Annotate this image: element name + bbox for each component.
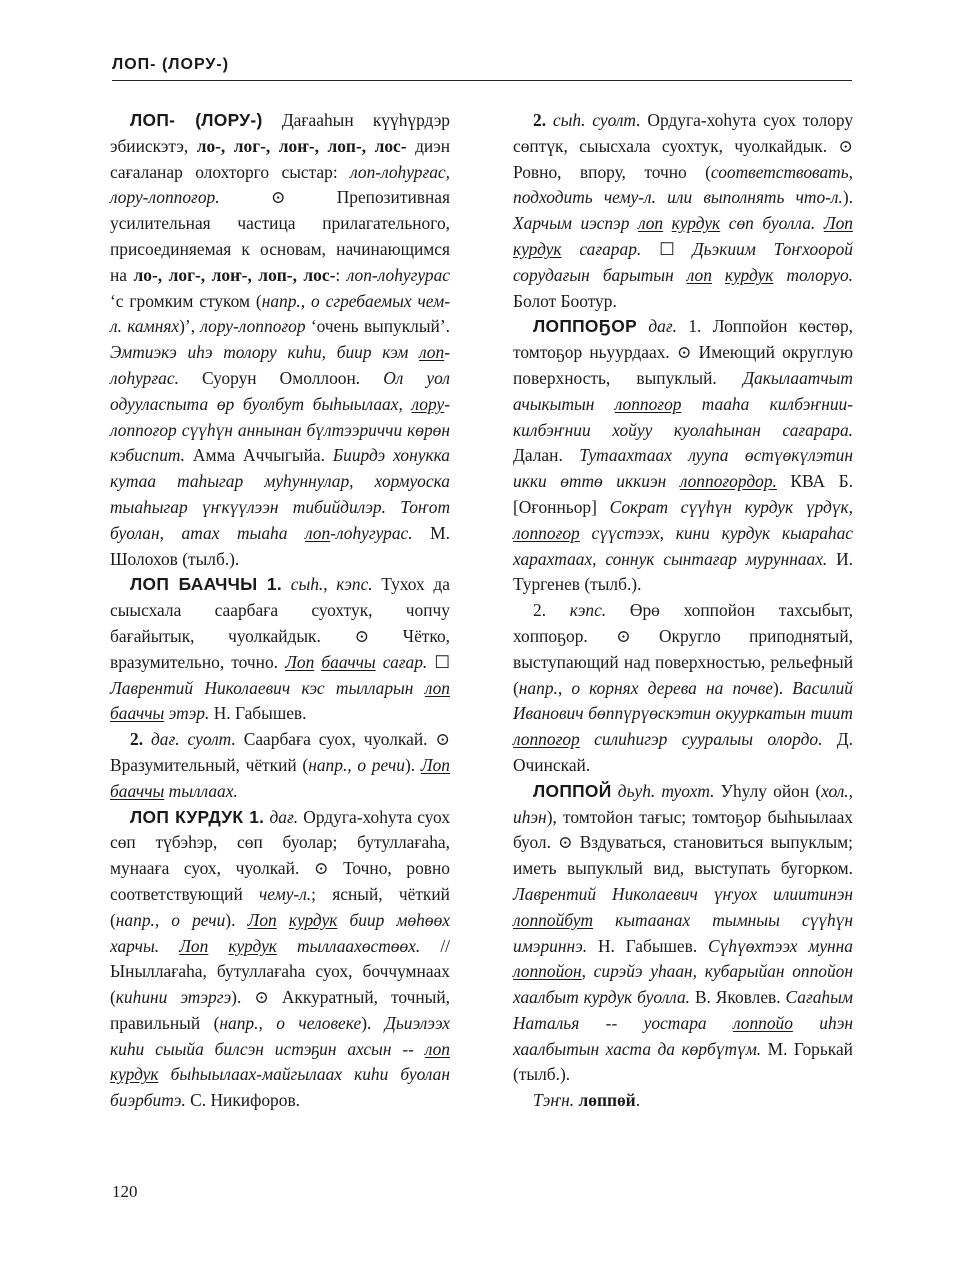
text-run: ), томтойон тағыс; томтоҕор быһыылаах буол. ⊙ Вздуваться, становиться выпуклым; иметь выпуклый вид, выступать бугорком. xyxy=(513,806,853,879)
text-run: Дьиэлээх киһи сыыйа билсэн истэҕин ахсын -- xyxy=(110,1012,450,1059)
text-run: И. Тургенев (тылб.). xyxy=(513,548,853,595)
underlined-term: лоппоғор xyxy=(513,729,580,750)
text-run: Дьэкиим Тоҥхоорой сорудағын барытын xyxy=(513,238,853,285)
text-run xyxy=(208,936,228,956)
text-run xyxy=(277,910,289,930)
entry-lop-baachchy xyxy=(110,572,450,727)
headword: ЛОП- (ЛОРУ-) xyxy=(130,110,263,130)
text-run: ). ⊙ Аккуратный, точный, правильный ( xyxy=(110,987,450,1033)
text-run xyxy=(546,110,553,130)
text-run xyxy=(637,316,648,336)
text-run: -лоһурғас. xyxy=(110,342,450,388)
underlined-term: лоппойо xyxy=(732,1012,793,1033)
text-run: сағарар. xyxy=(561,238,642,259)
text-run: Болот Боотур. xyxy=(513,290,617,311)
text-run: дьуһ. туохт. xyxy=(617,780,715,801)
text-run: ⊙ Препозитивная усилительная частица прилагательного, присоединяемая к основам, начинающимся на xyxy=(110,187,450,285)
text-run xyxy=(663,213,672,233)
underlined-term: лоппоғор xyxy=(513,522,580,543)
text-run: В. Яковлев. xyxy=(690,987,786,1008)
text-run: 2. xyxy=(533,110,547,130)
headword: ЛОППОЙ xyxy=(533,780,612,801)
text-run: Лаврентий Николаевич кэс тылларын xyxy=(110,677,425,698)
text-run: этэр. xyxy=(164,703,210,724)
text-run: хол., иһэн xyxy=(513,780,853,827)
text-run: напр., о речи xyxy=(115,909,226,930)
underlined-term: бааччы xyxy=(110,780,165,801)
text-run xyxy=(712,265,725,285)
underlined-term: лоппойон xyxy=(513,961,582,982)
text-run: лөппөй xyxy=(578,1090,636,1111)
text-run: С. Никифоров. xyxy=(185,1090,301,1111)
text-run: Сократ сүүһүн курдук үрдүк, xyxy=(609,496,853,517)
underlined-term: лоп xyxy=(686,264,712,285)
text-run: ☐ xyxy=(427,651,450,672)
text-run: лоп-лоһугурас xyxy=(346,264,450,285)
underlined-term: лоп xyxy=(424,677,450,698)
text-run: Д. Очинскай. xyxy=(513,729,853,775)
text-run: Уһулу ойон ( xyxy=(714,780,822,801)
text-run: ‘очень выпуклый’. xyxy=(305,316,450,337)
text-run: Ордуга-хоһута суох толору сөптүк, сыысхала суохтук, чуолкайдык. ⊙ Ровно, впору, точно ( xyxy=(513,110,854,182)
text-run: кэпс. xyxy=(569,600,607,621)
text-run: )’, xyxy=(179,316,201,337)
headword: ЛОП КУРДУК 1. xyxy=(130,806,265,827)
text-run: Биирдэ хонукка кутаа таһыгар муһуннулар, хормуоска тыаһыгар үҥкүүлээн тибийдилэр. Тоҥот буолан, атах тыаһа xyxy=(110,445,451,543)
text-run: Харчым иэспэр xyxy=(513,213,638,234)
text-run: лоп-лоһурғас, лору-лоппоғор. xyxy=(110,161,450,208)
text-run: силиһигэр сууралыы олордо. xyxy=(579,729,823,750)
text-run: ; ясный, чёткий ( xyxy=(110,883,450,930)
text-run: тыллаах. xyxy=(164,780,238,801)
text-run: Василий Иванович бөппүрүөскэтин окууркатын тиит xyxy=(513,677,853,724)
underlined-term: курдук xyxy=(671,213,721,234)
text-run: дағ. xyxy=(269,806,299,827)
text-run: Саарбаға суох, чуолкай. ⊙ Вразумительный, чёткий ( xyxy=(110,729,450,775)
underlined-term: курдук xyxy=(724,264,774,285)
text-run: ). xyxy=(773,677,793,698)
underlined-term: лоп xyxy=(424,1038,450,1059)
text-run: М. Горькай (тылб.). xyxy=(513,1038,853,1085)
text-run: Дағааһын күүһүрдэр эбиискэтэ, xyxy=(110,110,450,156)
underlined-term: Лоп xyxy=(285,651,315,672)
text-run: ). xyxy=(361,1012,385,1033)
text-run: КВА Б. [Оғонньор] xyxy=(513,471,853,517)
text-run: . xyxy=(635,1090,641,1111)
text-run: Тутаахтаах луупа өстүөкүлэтин икки өттө иккиэн xyxy=(513,445,853,492)
entry-lop-loru xyxy=(110,108,450,572)
underlined-term: Лоп xyxy=(179,935,209,956)
text-run: биир мөһөөх харчы. xyxy=(110,909,450,956)
text-run: Дакылаатчыт ачыкытын xyxy=(513,367,853,414)
text-run: , сирэйэ уһаан, кубарыйан оппойон хаалбыт курдук буолла. xyxy=(513,961,853,1008)
text-run: Н. Габышев. xyxy=(209,703,307,724)
text-run: ). xyxy=(404,754,421,775)
text-run: лору-лоппоғор xyxy=(200,316,306,337)
text-run: иһэн хаалбытын хаста да көрбүтүм. xyxy=(513,1012,853,1059)
running-header xyxy=(112,56,852,81)
right-column xyxy=(513,108,853,1114)
text-run: ло-, лог-, лоҥ-, лоп-, лос- xyxy=(133,264,336,285)
running-head-title: ЛОП- (ЛОРУ-) xyxy=(112,56,230,73)
entry-loppoi xyxy=(513,779,853,1089)
page-number: 120 xyxy=(112,1182,138,1201)
text-run: Н. Габышев. xyxy=(587,935,709,956)
text-run: сүүстээх, кини курдук кыараһас харахтаах, соннук сынтағар муруннаах. xyxy=(513,522,853,569)
underlined-term: лоппоғордор. xyxy=(679,471,777,492)
underlined-term: лоппойбут xyxy=(513,909,594,930)
text-run: 2. xyxy=(533,600,570,621)
text-run: : xyxy=(335,264,347,285)
text-run: Далан. xyxy=(513,445,580,466)
underlined-term: курдук xyxy=(513,238,562,259)
text-run: // Ыныллағаһа, бутуллағаһа суох, боччумнаах ( xyxy=(110,935,451,1008)
underlined-term: курдук xyxy=(228,935,277,956)
text-run: Амма Аччыгыйа. xyxy=(185,445,333,466)
text-run: толоруо. xyxy=(773,264,853,285)
text-run: тыллаахөстөөх. xyxy=(276,935,421,956)
underlined-term: курдук xyxy=(110,1064,159,1085)
text-run: быһыылаах-майгылаах киһи буолан биэрбитэ. xyxy=(110,1064,450,1111)
entry-lop-baachchy-sense-2 xyxy=(110,727,450,804)
text-run: Сағаһым Наталья -- уостара xyxy=(513,987,853,1033)
text-run: сөп буолла. xyxy=(720,213,824,234)
underlined-term: лоппоғор xyxy=(614,393,682,414)
left-column xyxy=(110,108,450,1114)
text-run: киһини этэргэ xyxy=(115,987,232,1008)
text-run: Суорун Омоллоон. xyxy=(178,367,384,388)
text-run: 2. xyxy=(130,729,144,750)
text-run: -лоһугурас. xyxy=(330,522,413,543)
text-run: напр., о корнях дерева на почве xyxy=(518,677,773,698)
underlined-term: бааччы xyxy=(321,651,376,672)
text-run: М. Шолохов (тылб.). xyxy=(110,522,450,569)
text-run: напр., о человеке xyxy=(219,1012,362,1033)
text-run: Ордуга-хоһута суох сөп түбэһэр, сөп буолар; бутуллағаһа, мунааға суох, чуолкай. ⊙ Точно, ровно соответствующий xyxy=(110,806,451,904)
underlined-term: бааччы xyxy=(110,703,165,724)
underlined-term: лоп xyxy=(419,342,445,363)
text-run: кытаанах тымныы сүүһүн имэриннэ. xyxy=(513,909,853,956)
text-run: Тэҥн. xyxy=(533,1090,575,1111)
underlined-term: лоп xyxy=(637,213,664,234)
text-run: 1. Лоппойон көстөр, томтоҕор ньуурдаах. ⊙ Имеющий округлую поверхность, выпуклый. xyxy=(513,316,853,388)
text-run: -лоппоғор сүүһүн аннынан бүлтээриччи көрөн кэбиспит. xyxy=(110,393,450,466)
text-run: кэпс. xyxy=(336,574,373,595)
entry-loppoghor xyxy=(513,314,853,598)
text-run: чему-л. xyxy=(259,883,312,904)
text-run: ). xyxy=(225,909,248,930)
entry-lop-kurduk xyxy=(110,805,450,1115)
text-run: тааһа килбэҥнии-килбэҥнии хойуу куолаһынан сағарара. xyxy=(513,393,854,440)
text-run: сыһ. xyxy=(290,574,324,595)
text-run: сағар. xyxy=(375,651,428,672)
text-run: Лаврентий Николаевич үҥуох илиитинэн xyxy=(513,883,853,904)
headword: ЛОП БААЧЧЫ 1. xyxy=(130,574,283,595)
underlined-term: Лоп xyxy=(247,909,277,930)
entry-lop-kurduk-sense-2 xyxy=(513,108,853,314)
text-run: дағ. суолт. xyxy=(150,729,236,750)
text-run: Тухох да сыысхала саарбаға суохтук, чопчу бағайытык, чуолкайдык. ⊙ Чётко, вразумительно, точно. xyxy=(110,574,450,672)
text-run xyxy=(282,574,291,594)
entry-loppoghor-sense-2 xyxy=(513,598,853,779)
text-run: Эмтиэкэ иһэ толору киһи, биир кэм xyxy=(110,342,420,363)
underlined-term: курдук xyxy=(288,909,338,930)
text-run: Ол уол одууласпыта өр буолбут быһыылаах, xyxy=(110,367,450,414)
text-run: ☐ xyxy=(641,238,693,259)
text-run: сыһ. суолт. xyxy=(552,110,641,130)
underlined-term: Лоп xyxy=(823,213,853,234)
text-run: Сүһүөхтээх мунна xyxy=(708,935,853,956)
text-run: напр., о сгребаемых чем-л. камнях xyxy=(110,290,450,337)
entry-loppoi-compare xyxy=(513,1088,853,1114)
text-run: соответствовать, подходить чему-л. или выполнять что-л. xyxy=(513,161,853,208)
underlined-term: лору xyxy=(411,393,445,414)
text-run: ‘с громким стуком ( xyxy=(110,290,262,311)
text-run xyxy=(143,729,151,749)
underlined-term: лоп xyxy=(304,522,331,543)
text-run: дағ. xyxy=(648,316,677,337)
text-run: Өрө хоппойон тахсыбыт, хоппоҕор. ⊙ Округло приподнятый, выступающий над поверхностью, рельефный ( xyxy=(513,600,853,698)
text-run: диэн сағаланар олохторго сыстар: xyxy=(110,135,450,182)
text-run: , xyxy=(323,574,337,595)
text-run: ). xyxy=(842,187,853,208)
text-run: напр., о речи xyxy=(308,754,405,775)
text-run: ло-, лог-, лоҥ-, лоп-, лос- xyxy=(196,135,407,156)
underlined-term: Лоп xyxy=(420,754,450,775)
headword: ЛОППОҔОР xyxy=(533,316,638,337)
